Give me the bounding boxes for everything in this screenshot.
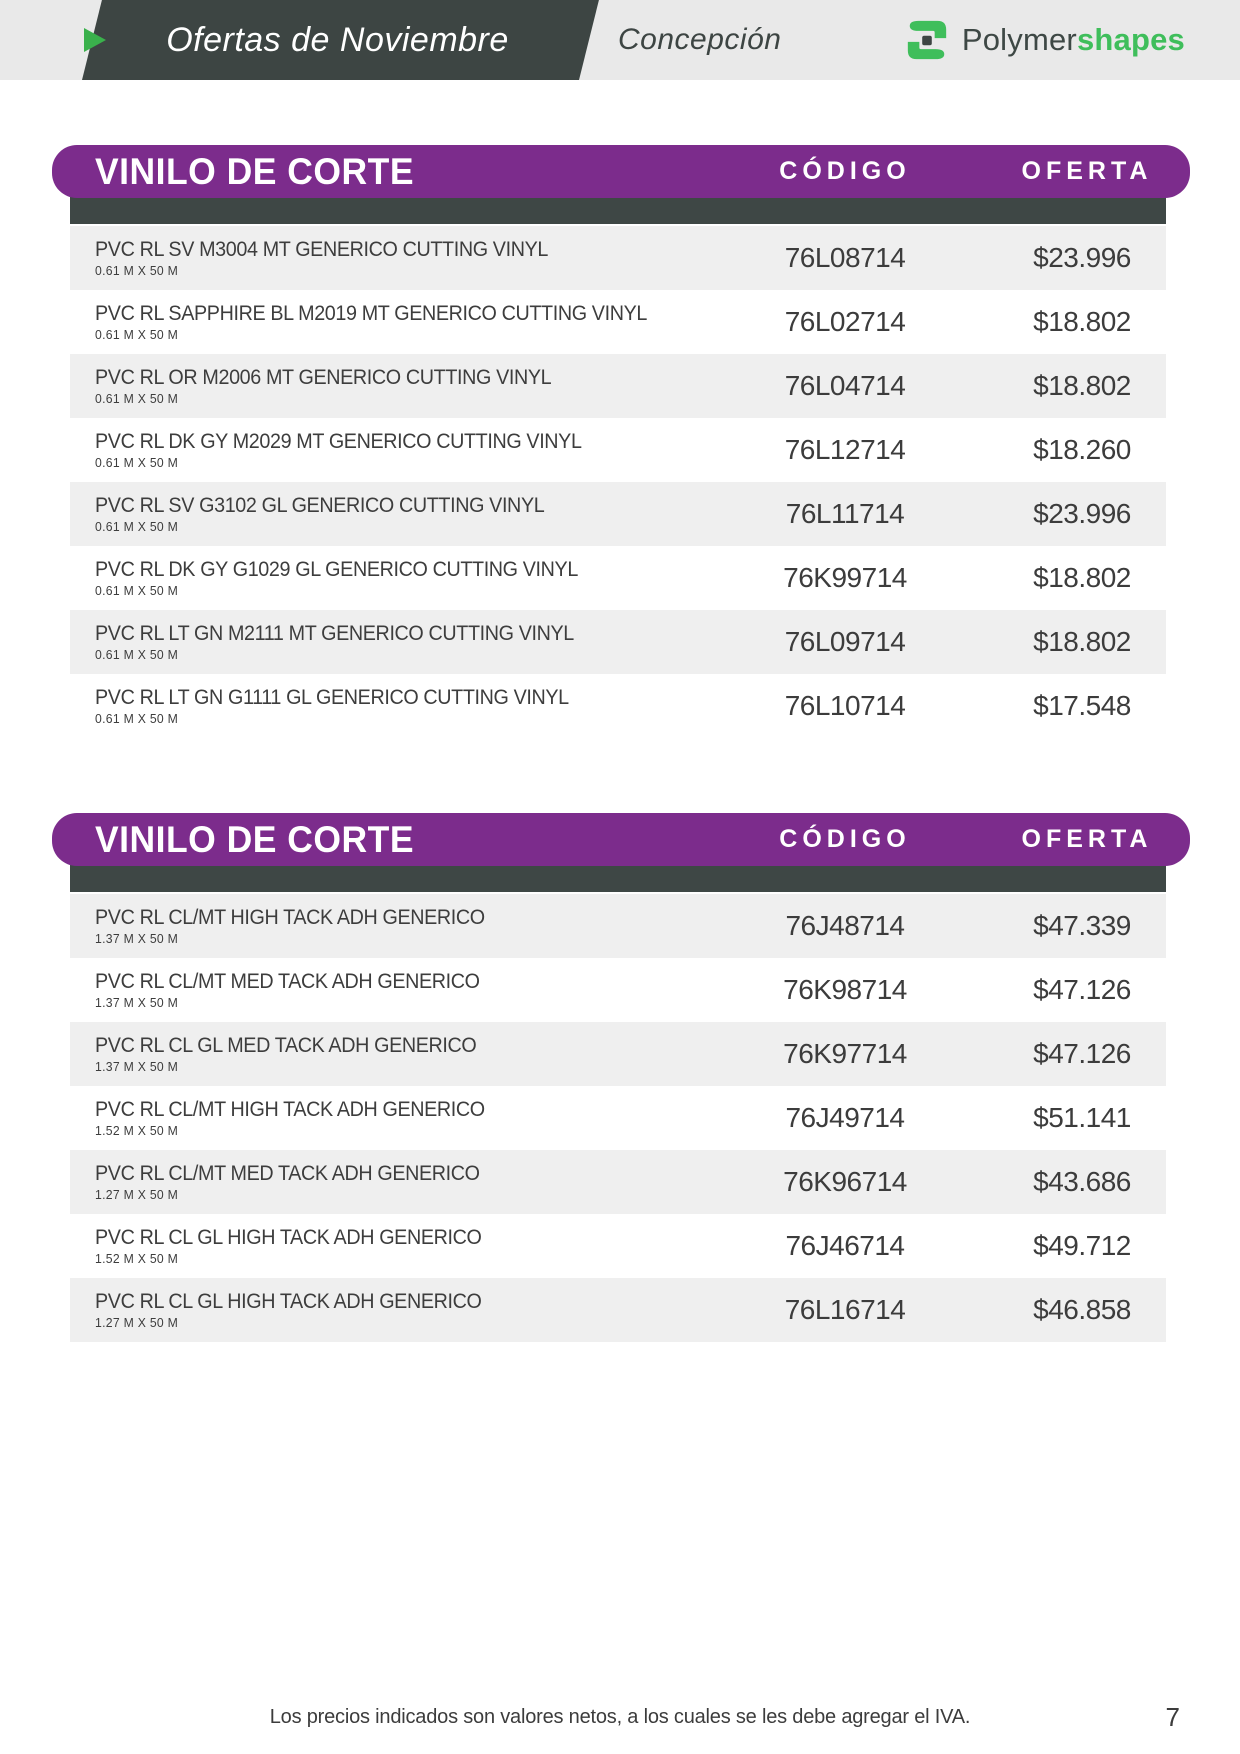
product-code: 76L09714 (784, 626, 906, 657)
product-info (70, 686, 599, 726)
product-info (70, 302, 682, 342)
product-name: PVC RL DK GY G1029 GL GENERICO CUTTING VINYL (95, 557, 578, 581)
content (0, 80, 1240, 1342)
product-code: 76L04714 (784, 370, 906, 401)
product-code: 76J48714 (785, 910, 905, 941)
product-info (70, 970, 504, 1010)
product-name: PVC RL CL/MT MED TACK ADH GENERICO (95, 969, 480, 993)
product-size: 0.61 M X 50 M (95, 263, 179, 279)
product-code: 76J49714 (785, 1102, 905, 1133)
table-header (52, 145, 1190, 198)
product-info (70, 622, 604, 662)
page-number: 7 (1165, 1702, 1180, 1732)
table-accent-strip (70, 194, 1166, 224)
product-info (70, 1098, 510, 1138)
product-price: $43.686 (1033, 1166, 1131, 1197)
product-info (70, 1034, 501, 1074)
product-size: 0.61 M X 50 M (95, 327, 179, 343)
table-title: VINILO DE CORTE (95, 150, 415, 192)
product-name: PVC RL CL GL HIGH TACK ADH GENERICO (95, 1225, 482, 1249)
product-price: $46.858 (1033, 1294, 1131, 1325)
product-row (70, 610, 1166, 674)
offers-banner (82, 0, 599, 80)
product-size: 1.37 M X 50 M (95, 995, 179, 1011)
product-size: 1.37 M X 50 M (95, 1059, 179, 1075)
product-info (70, 906, 510, 946)
product-size: 1.27 M X 50 M (95, 1187, 179, 1203)
table-accent-strip (70, 862, 1166, 892)
product-size: 0.61 M X 50 M (95, 647, 179, 663)
product-name: PVC RL CL/MT HIGH TACK ADH GENERICO (95, 1097, 485, 1121)
product-name: PVC RL SV G3102 GL GENERICO CUTTING VINYL (95, 493, 545, 517)
product-row (70, 418, 1166, 482)
column-header-offer: OFERTA (1021, 825, 1153, 853)
product-price: $23.996 (1033, 498, 1131, 529)
column-header-offer: OFERTA (1021, 157, 1153, 185)
product-name: PVC RL SAPPHIRE BL M2019 MT GENERICO CUTTING VINYL (95, 301, 647, 325)
product-price: $18.802 (1033, 562, 1131, 593)
product-info (70, 1290, 506, 1330)
product-name: PVC RL LT GN M2111 MT GENERICO CUTTING VINYL (95, 621, 574, 645)
product-code: 76K97714 (783, 1038, 907, 1069)
product-info (70, 494, 573, 534)
product-size: 1.37 M X 50 M (95, 931, 179, 947)
product-row (70, 354, 1166, 418)
product-price: $18.260 (1033, 434, 1131, 465)
product-row (70, 894, 1166, 958)
product-info (70, 430, 613, 470)
product-price: $17.548 (1033, 690, 1131, 721)
page-footer (0, 1702, 1240, 1736)
product-info (70, 558, 609, 598)
product-size: 0.61 M X 50 M (95, 583, 179, 599)
brand-part1: Polymer (961, 22, 1077, 57)
product-row (70, 1150, 1166, 1214)
product-row (70, 1214, 1166, 1278)
product-size: 1.52 M X 50 M (95, 1251, 179, 1267)
product-code: 76K96714 (783, 1166, 907, 1197)
product-size: 1.52 M X 50 M (95, 1123, 179, 1139)
product-price: $18.802 (1033, 306, 1131, 337)
vat-note: Los precios indicados son valores netos, a los cuales se les debe agregar el IVA. (269, 1706, 971, 1728)
product-row (70, 290, 1166, 354)
table-rows (70, 894, 1166, 1342)
product-name: PVC RL OR M2006 MT GENERICO CUTTING VINYL (95, 365, 552, 389)
product-row (70, 1022, 1166, 1086)
product-info (70, 1162, 504, 1202)
product-row (70, 958, 1166, 1022)
table-title: VINILO DE CORTE (95, 818, 415, 860)
product-price: $18.802 (1033, 370, 1131, 401)
product-code: 76L16714 (784, 1294, 906, 1325)
product-size: 0.61 M X 50 M (95, 391, 179, 407)
polymershapes-icon (904, 17, 950, 63)
product-code: 76L10714 (784, 690, 906, 721)
page-title: Ofertas de Noviembre (166, 20, 509, 59)
product-size: 1.27 M X 50 M (95, 1315, 179, 1331)
brand-part2: shapes (1076, 22, 1185, 57)
product-code: 76L11714 (785, 498, 905, 529)
product-row (70, 546, 1166, 610)
product-row (70, 482, 1166, 546)
product-info (70, 1226, 506, 1266)
page-header (0, 0, 1240, 80)
branch-location: Concepción (618, 23, 782, 56)
product-row (70, 1086, 1166, 1150)
polymershapes-logo (904, 0, 1185, 80)
product-code: 76L12714 (784, 434, 906, 465)
product-size: 0.61 M X 50 M (95, 455, 179, 471)
product-price: $47.126 (1033, 974, 1131, 1005)
table-header (52, 813, 1190, 866)
product-row (70, 1278, 1166, 1342)
product-code: 76L02714 (784, 306, 906, 337)
product-name: PVC RL DK GY M2029 MT GENERICO CUTTING VINYL (95, 429, 582, 453)
product-row (70, 674, 1166, 738)
product-size: 0.61 M X 50 M (95, 519, 179, 535)
product-info (70, 366, 580, 406)
product-name: PVC RL LT GN G1111 GL GENERICO CUTTING VINYL (95, 685, 569, 709)
product-price: $47.126 (1033, 1038, 1131, 1069)
price-table-1 (0, 145, 1240, 738)
product-name: PVC RL CL GL MED TACK ADH GENERICO (95, 1033, 477, 1057)
product-code: 76K99714 (783, 562, 907, 593)
product-size: 0.61 M X 50 M (95, 711, 179, 727)
price-table-2 (0, 813, 1240, 1342)
product-info (70, 238, 577, 278)
product-name: PVC RL CL/MT MED TACK ADH GENERICO (95, 1161, 480, 1185)
product-code: 76K98714 (783, 974, 907, 1005)
column-header-code: CÓDIGO (779, 825, 911, 853)
product-price: $23.996 (1033, 242, 1131, 273)
product-name: PVC RL SV M3004 MT GENERICO CUTTING VINYL (95, 237, 548, 261)
arrow-right-icon (84, 28, 106, 52)
column-header-code: CÓDIGO (779, 157, 911, 185)
product-code: 76L08714 (784, 242, 906, 273)
product-code: 76J46714 (785, 1230, 905, 1261)
product-price: $49.712 (1033, 1230, 1131, 1261)
product-price: $51.141 (1033, 1102, 1131, 1133)
product-price: $47.339 (1033, 910, 1131, 941)
table-rows (70, 226, 1166, 738)
product-row (70, 226, 1166, 290)
product-name: PVC RL CL/MT HIGH TACK ADH GENERICO (95, 905, 485, 929)
product-price: $18.802 (1033, 626, 1131, 657)
product-name: PVC RL CL GL HIGH TACK ADH GENERICO (95, 1289, 482, 1313)
